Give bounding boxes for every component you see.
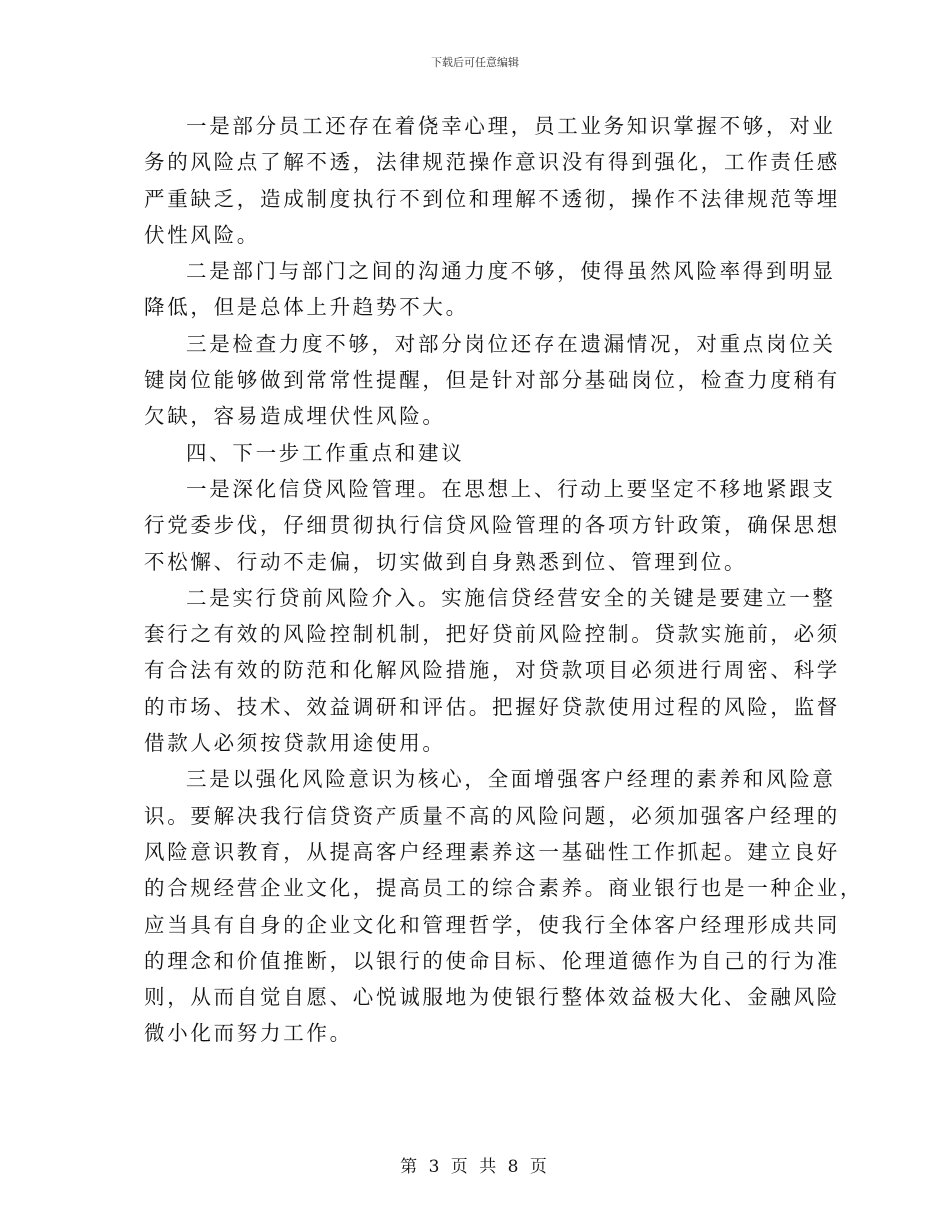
text-line: 行党委步伐，仔细贯彻执行信贷风险管理的各项方针政策，确保思想 <box>144 513 840 538</box>
text-line: 则，从而自觉自愿、心悦诚服地为使银行整体效益极大化、金融风险 <box>144 985 840 1010</box>
text-line: 伏性风险。 <box>144 222 260 247</box>
text-line: 的合规经营企业文化，提高员工的综合素养。商业银行也是一种企业， <box>144 876 864 901</box>
page-header: 下载后可任意编辑 <box>431 56 519 69</box>
text-line: 降低，但是总体上升趋势不大。 <box>144 295 469 320</box>
text-line: 套行之有效的风险控制机制，把好贷前风险控制。贷款实施前，必须 <box>144 622 840 647</box>
text-line: 一是深化信贷风险管理。在思想上、行动上要坚定不移地紧跟支 <box>186 476 836 501</box>
text-line: 键岗位能够做到常常性提醒，但是针对部分基础岗位，检查力度稍有 <box>144 368 840 393</box>
text-line: 三是以强化风险意识为核心，全面增强客户经理的素养和风险意 <box>186 767 836 792</box>
text-line: 四、下一步工作重点和建议 <box>186 440 465 465</box>
text-line: 的市场、技术、效益调研和评估。把握好贷款使用过程的风险，监督 <box>144 694 840 719</box>
text-line: 务的风险点了解不透，法律规范操作意识没有得到强化，工作责任感 <box>144 150 840 175</box>
text-line: 二是部门与部门之间的沟通力度不够，使得虽然风险率得到明显 <box>186 259 836 284</box>
text-line: 欠缺，容易造成埋伏性风险。 <box>144 404 446 429</box>
body-text <box>144 108 864 1052</box>
text-line: 严重缺乏，造成制度执行不到位和理解不透彻，操作不法律规范等埋 <box>144 186 840 211</box>
text-line: 识。要解决我行信贷资产质量不高的风险问题，必须加强客户经理的 <box>144 803 840 828</box>
text-line: 二是实行贷前风险介入。实施信贷经营安全的关键是要建立一整 <box>186 585 836 610</box>
text-line: 三是检查力度不够，对部分岗位还存在遗漏情况，对重点岗位关 <box>186 331 836 356</box>
text-line: 一是部分员工还存在着侥幸心理，员工业务知识掌握不够，对业 <box>186 114 836 138</box>
text-line: 借款人必须按贷款用途使用。 <box>144 731 446 756</box>
text-line: 风险意识教育，从提高客户经理素养这一基础性工作抓起。建立良好 <box>144 839 840 864</box>
text-line: 不松懈、行动不走偏，切实做到自身熟悉到位、管理到位。 <box>144 549 748 574</box>
page-footer: 第 3 页 共 8 页 <box>400 1157 550 1177</box>
text-line: 应当具有自身的企业文化和管理哲学，使我行全体客户经理形成共同 <box>144 912 840 937</box>
text-line: 的理念和价值推断，以银行的使命目标、伦理道德作为自己的行为准 <box>144 948 840 973</box>
text-line: 有合法有效的防范和化解风险措施，对贷款项目必须进行周密、科学 <box>144 658 840 683</box>
text-line: 微小化而努力工作。 <box>144 1021 353 1046</box>
